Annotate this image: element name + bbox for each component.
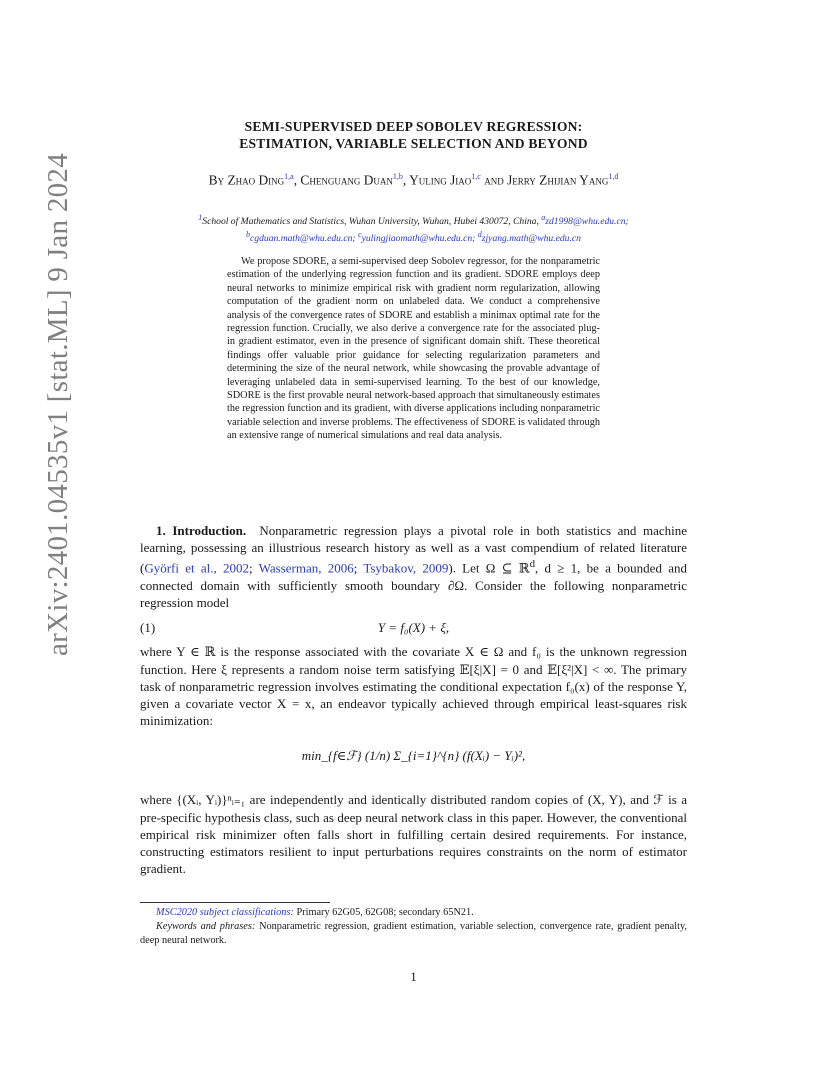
intro-paragraph-2: where Y ∈ ℝ is the response associated with the covariate X ∈ Ω and f₀ is the unknown regression function. Here ξ represents a random noise term satisfying 𝔼[ξ|X] = 0 and 𝔼[ξ²|X] < ∞. The primary task of nonparametric regression involves estimating the conditional expectation f₀(x) of the response Y, given a covariate vector X = x, an endeavor typically achieved through empirical least-squares risk minimization: bbox=[140, 644, 687, 729]
author-3-affil[interactable]: 1,c bbox=[471, 172, 481, 181]
msc-text: Primary 62G05, 62G08; secondary 65N21. bbox=[296, 907, 474, 918]
affiliation-marker: 1 bbox=[198, 213, 203, 222]
arxiv-identifier bbox=[12, 152, 74, 656]
intro-text: ; bbox=[353, 560, 364, 576]
affiliation bbox=[140, 211, 687, 245]
author-1-affil[interactable]: 1,a bbox=[284, 172, 294, 181]
author-2: Chenguang Duan bbox=[300, 172, 393, 188]
footnote-divider bbox=[140, 902, 330, 903]
arxiv-identifier-text: arXiv:2401.04535v1 [stat.ML] 9 Jan 2024 bbox=[42, 152, 74, 656]
keywords-text: Nonparametric regression, gradient estimation, variable selection, convergence rate, gradient penalty, deep neural network. bbox=[140, 921, 688, 946]
intro-text: ). Let Ω ⊆ ℝ bbox=[448, 560, 530, 576]
intro-text: d bbox=[529, 558, 536, 571]
author-3: Yuling Jiao bbox=[409, 172, 472, 188]
email-link[interactable]: zjyang.math@whu.edu.cn bbox=[481, 233, 581, 245]
author-4: Jerry Zhijian Yang bbox=[507, 172, 609, 188]
msc-footnote bbox=[140, 906, 687, 920]
authors-and: and bbox=[484, 172, 504, 188]
email-link[interactable]: yulingjiaomath@whu.edu.cn; bbox=[361, 233, 476, 245]
author-1: Zhao Ding bbox=[227, 172, 285, 188]
email-marker: a bbox=[541, 213, 546, 222]
intro-text: Nonparametric regression plays a pivotal role in both statistics and machine learning, possessing an illustrious research history as well as a vast compendium of related literature ( bbox=[140, 523, 687, 576]
author-4-affil[interactable]: 1,d bbox=[608, 172, 619, 181]
equation-number: (1) bbox=[140, 620, 156, 636]
keywords-label: Keywords and phrases: bbox=[156, 921, 256, 932]
email-marker: b bbox=[246, 230, 251, 240]
citation-link[interactable]: Györfi et al., 2002 bbox=[144, 560, 249, 576]
email-marker: c bbox=[358, 230, 362, 240]
msc-label[interactable]: MSC2020 subject classifications: bbox=[156, 907, 294, 918]
intro-text: , d ≥ 1, be a bounded and connected domain with sufficiently smooth boundary ∂Ω. Consider the following nonparametric regression model bbox=[140, 560, 687, 611]
intro-text: ; bbox=[249, 560, 259, 576]
email-link[interactable]: cgduan.math@whu.edu.cn; bbox=[250, 233, 356, 245]
citation-link[interactable]: Wasserman, 2006 bbox=[258, 560, 354, 576]
title-line-1: SEMI-SUPERVISED DEEP SOBOLEV REGRESSION: bbox=[244, 119, 583, 134]
paper-title bbox=[140, 118, 687, 152]
equation-2 bbox=[140, 733, 687, 785]
abstract: We propose SDORE, a semi-supervised deep Sobolev regressor, for the nonparametric estimation of the underlying regression function and its gradient. SDORE employs deep neural networks to minimize empirical risk with gradient norm regularization, allowing computation of the gradient norm on unlabeled data. We conduct a comprehensive analysis of the convergence rates of SDORE and establish a minimax optimal rate for the regression function. Crucially, we also derive a convergence rate for the associated plug-in gradient estimator, even in the presence of significant domain shift. These theoretical findings offer valuable prior guidance for selecting regularization parameters and determining the size of the neural network, while showcasing the provable advantage of leveraging unlabeled data in semi-supervised learning. To the best of our knowledge, SDORE is the first provable neural network-based approach that simultaneously estimates the regression function and its gradient, with diverse applications including nonparametric variable selection and inverse problems. The effectiveness of SDORE is validated through an extensive range of numerical simulations and real data analysis. bbox=[227, 256, 600, 442]
authors-by: By bbox=[208, 172, 225, 188]
intro-paragraph-3: where {(Xᵢ, Yᵢ)}ⁿᵢ₌₁ are independently and identically distributed random copies of (X, Y), and ℱ is a pre-specific hypothesis class, such as deep neural network class in this paper. However, the conventional empirical risk minimizer often falls short in fulfilling certain desired requirements. For instance, constructing estimators resilient to input perturbations requires constraints on the norm of estimator gradient. bbox=[140, 792, 687, 877]
citation-link[interactable]: Tsybakov, 2009 bbox=[363, 560, 449, 576]
intro-paragraph-1 bbox=[140, 522, 687, 611]
equation-body: min_{f∈ℱ} (1/n) Σ_{i=1}^{n} (f(Xᵢ) − Yᵢ)², bbox=[301, 748, 526, 764]
introduction-section bbox=[140, 522, 687, 877]
email-link[interactable]: zd1998@whu.edu.cn; bbox=[545, 216, 629, 228]
affiliation-text: School of Mathematics and Statistics, Wuhan University, Wuhan, Hubei 430072, China, bbox=[202, 216, 539, 228]
author-list: By Zhao Ding$^{1,a}$, Chenguang Duan$^{1,b}$, Yuling Jiao$^{1,c}$ and Jerry Zhijian Yang$^{1,d}$ bbox=[208, 172, 619, 188]
page-number: 1 bbox=[410, 969, 417, 984]
section-heading: 1. Introduction. bbox=[156, 523, 247, 538]
equation-1 bbox=[140, 617, 687, 639]
author-2-affil[interactable]: 1,b bbox=[392, 172, 403, 181]
email-marker: d bbox=[477, 230, 482, 240]
keywords-footnote bbox=[140, 920, 687, 948]
equation-body: Y = f₀(X) + ξ, bbox=[377, 620, 450, 636]
footnotes bbox=[140, 906, 687, 948]
title-line-2: ESTIMATION, VARIABLE SELECTION AND BEYOND bbox=[239, 136, 588, 151]
